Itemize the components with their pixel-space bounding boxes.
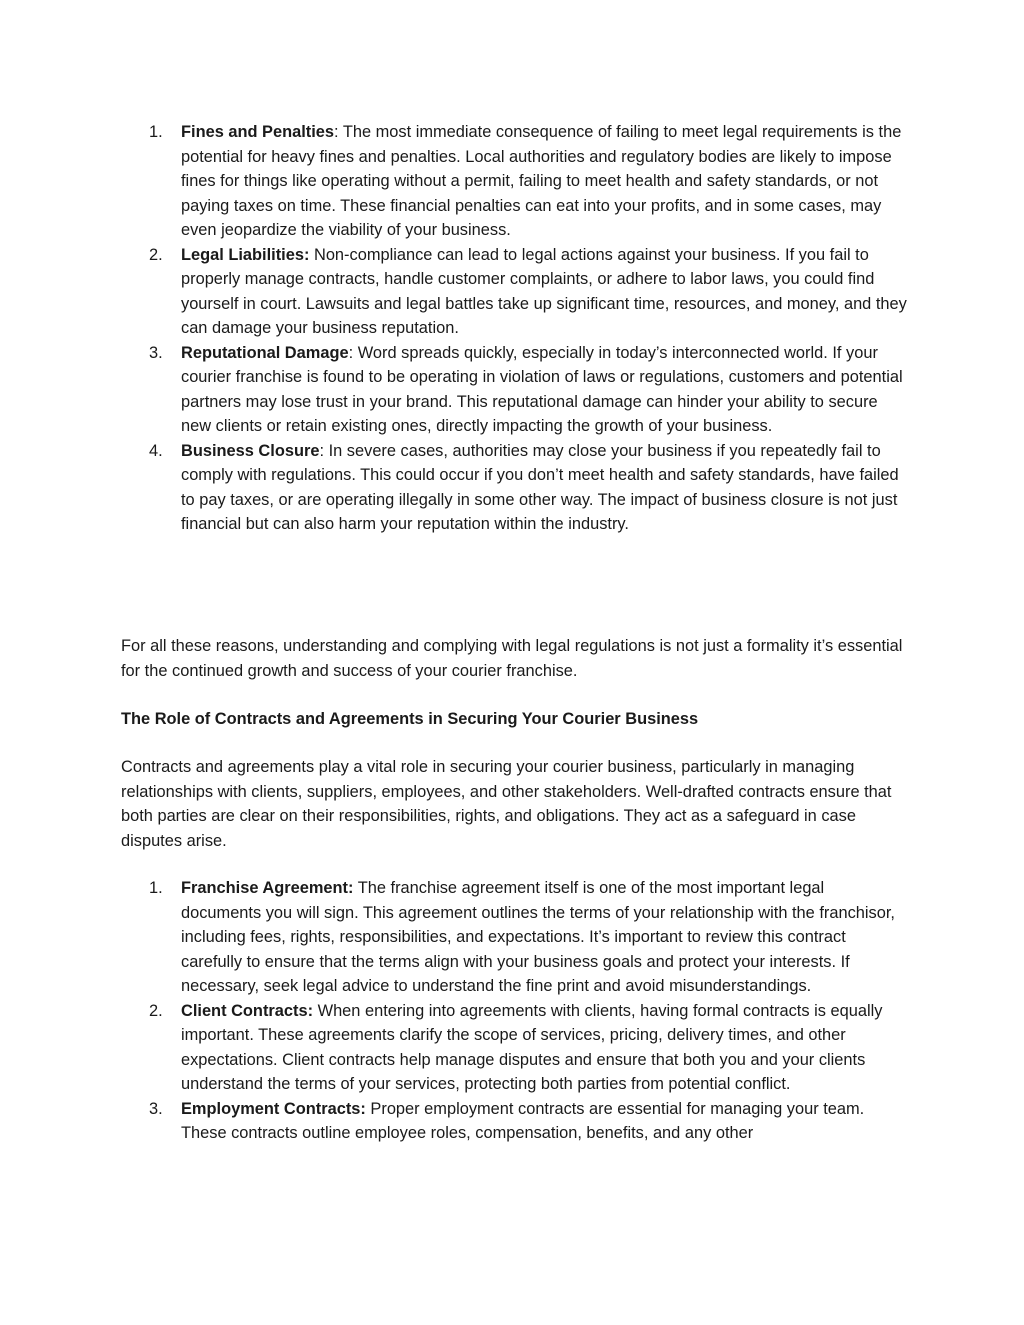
list-item-separator: : bbox=[319, 441, 325, 460]
list-item bbox=[121, 341, 907, 439]
list-item-text: The most immediate consequence of failing to meet legal requirements is the potential for heavy fines and penalties. Local authorities and regulatory bodies are likely to impose fines for things like operating without a permit, failing to meet health and safety standards, or not paying taxes on time. These financial penalties can eat into your profits, and in some cases, may even jeopardize the viability of your business. bbox=[181, 123, 902, 239]
list-item-separator: : bbox=[348, 343, 354, 362]
list-item-text: Non-compliance can lead to legal actions against your business. If you fail to properly manage contracts, handle customer complaints, or adhere to labor laws, you could find yourself in court. Lawsuits and legal battles take up significant time, resources, and money, and they can damage your business reputation. bbox=[181, 245, 907, 337]
list-number: 2. bbox=[149, 1001, 163, 1020]
list-number: 1. bbox=[149, 123, 163, 141]
consequences-list bbox=[121, 120, 907, 537]
list-number: 1. bbox=[149, 879, 163, 897]
list-item-term: Business Closure bbox=[181, 441, 320, 460]
list-item-text: Word spreads quickly, especially in today’s interconnected world. If your courier franchise is found to be operating in violation of laws or regulations, customers and potential partners may lose trust in your brand. This reputational damage can hinder your ability to secure new clients or retain existing ones, directly impacting the growth of your business. bbox=[181, 343, 903, 435]
list-item-term: Employment Contracts: bbox=[181, 1099, 366, 1118]
list-item bbox=[121, 1097, 907, 1146]
list-item bbox=[121, 439, 907, 537]
list-item-text: The franchise agreement itself is one of the most important legal documents you will sign. This agreement outlines the terms of your relationship with the franchisor, including fees, rights, responsibilities, and expectations. It’s important to review this contract carefully to ensure that the terms align with your business goals and protect your interests. If necessary, seek legal advice to understand the fine print and avoid misunderstandings. bbox=[181, 879, 895, 995]
list-item-term: Reputational Damage bbox=[181, 343, 349, 362]
list-number: 3. bbox=[149, 1099, 163, 1118]
list-item bbox=[121, 876, 907, 999]
list-item-text: Proper employment contracts are essential for managing your team. These contracts outline employee roles, compensation, benefits, and any other bbox=[181, 1099, 865, 1142]
list-item-term: Fines and Penalties bbox=[181, 123, 335, 141]
list-item-term: Legal Liabilities: bbox=[181, 245, 310, 264]
list-item bbox=[121, 243, 907, 341]
list-number: 2. bbox=[149, 245, 163, 264]
list-item-term: Franchise Agreement: bbox=[181, 879, 354, 897]
list-number: 3. bbox=[149, 343, 163, 362]
list-item-text: When entering into agreements with clients, having formal contracts is equally important. These agreements clarify the scope of services, pricing, delivery times, and other expectations. Client contracts help manage disputes and ensure that both you and your clients understand the terms of your services, protecting both parties from potential conflict. bbox=[181, 1001, 883, 1093]
summary-paragraph: For all these reasons, understanding and complying with legal regulations is not just a formality it’s essential for the continued growth and success of your courier franchise. bbox=[121, 637, 903, 680]
contracts-list bbox=[121, 876, 907, 1146]
list-number: 4. bbox=[149, 441, 163, 460]
list-item-text: In severe cases, authorities may close your business if you repeatedly fail to comply with regulations. This could occur if you don’t meet health and safety standards, have failed to pay taxes, or are operating illegally in some other way. The impact of business closure is not just financial but can also harm your reputation within the industry. bbox=[181, 441, 899, 533]
list-item-separator: : bbox=[334, 123, 339, 141]
intro-paragraph: Contracts and agreements play a vital role in securing your courier business, particularly in managing relationships with clients, suppliers, employees, and other stakeholders. Well-drafted contracts ensure that both parties are clear on their responsibilities, rights, and obligations. They act as a safeguard in case disputes arise. bbox=[121, 758, 892, 850]
list-item bbox=[121, 120, 907, 243]
list-item-term: Client Contracts: bbox=[181, 1001, 314, 1020]
section-heading: The Role of Contracts and Agreements in Securing Your Courier Business bbox=[121, 710, 699, 728]
list-item bbox=[121, 999, 907, 1097]
